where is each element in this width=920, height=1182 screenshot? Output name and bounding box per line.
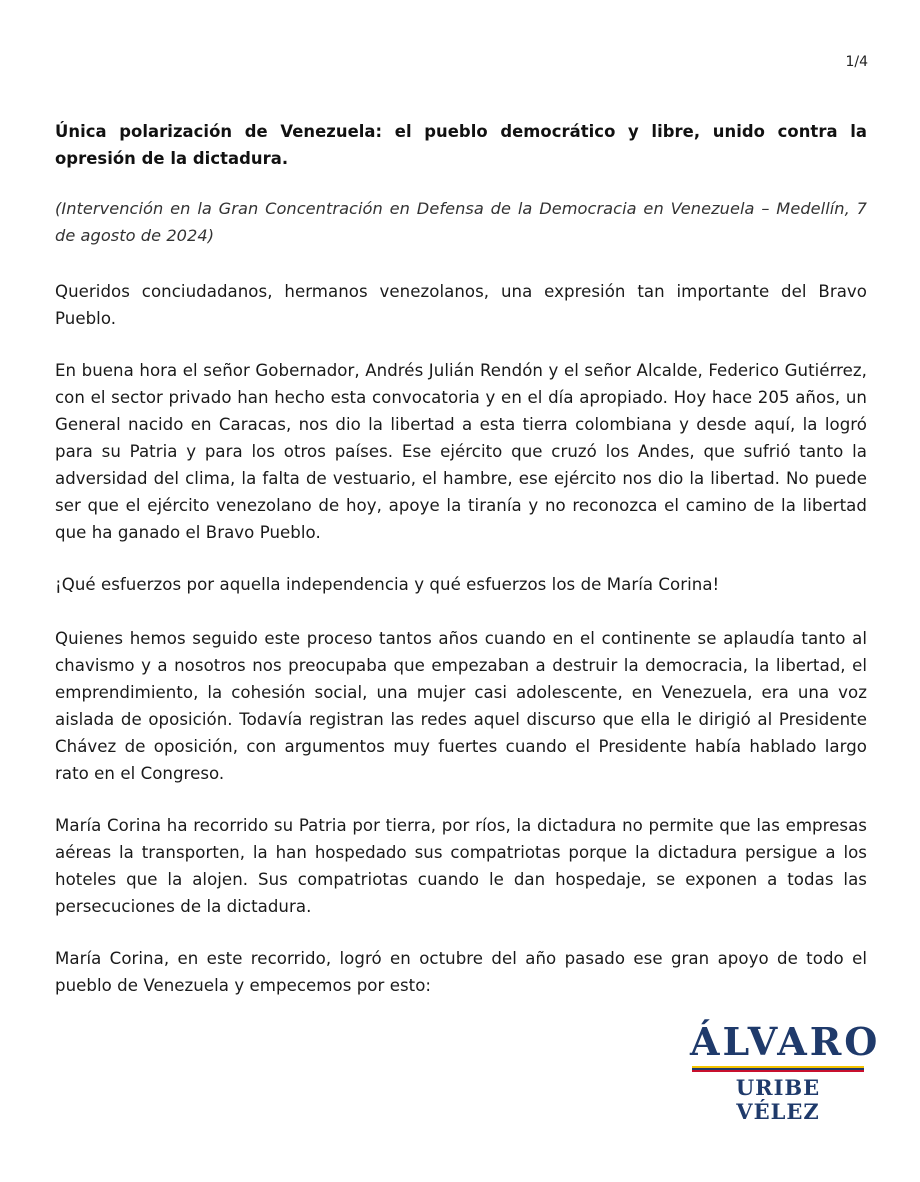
paragraph: Queridos conciudadanos, hermanos venezolanos, una expresión tan importante del Bravo Pueblo.: [55, 282, 867, 328]
logo-name: ÁLVARO: [690, 1019, 881, 1064]
document-title: Única polarización de Venezuela: el pueblo democrático y libre, unido contra la opresión de la dictadura.: [55, 122, 867, 168]
paragraph: Quienes hemos seguido este proceso tantos años cuando en el continente se aplaudía tanto al chavismo y a nosotros nos preocupaba que empezaban a destruir la democracia, la libertad, el emprendimiento, la cohesión social, una mujer casi adolescente, en Venezuela, era una voz aislada de oposición. Todavía registran las redes aquel discurso que ella le dirigió al Presidente Chávez de oposición, con argumentos muy fuertes cuando el Presidente había hablado largo rato en el Congreso.: [55, 629, 867, 783]
stripe-blue: [692, 1068, 864, 1070]
stripe-red: [692, 1070, 864, 1072]
logo-surname: URIBE VÉLEZ: [735, 1075, 821, 1124]
paragraph: En buena hora el señor Gobernador, Andrés Julián Rendón y el señor Alcalde, Federico Gutiérrez, con el sector privado han hecho esta convocatoria y en el día apropiado. Hoy hace 205 años, un General nacido en Caracas, nos dio la libertad a esta tierra colombiana y desde aquí, la logró para su Patria y para los otros países. Ese ejército que cruzó los Andes, que sufrió tanto la adversidad del clima, la falta de vestuario, el hambre, ese ejército nos dio la libertad. No puede ser que el ejército venezolano de hoy, apoye la tiranía y no reconozca el camino de la libertad que ha ganado el Bravo Pueblo.: [55, 361, 867, 542]
stripe-yellow: [692, 1066, 864, 1068]
document-body: [55, 118, 867, 1024]
flag-stripes: [692, 1066, 864, 1072]
paragraph: María Corina ha recorrido su Patria por tierra, por ríos, la dictadura no permite que las empresas aéreas la transporten, la han hospedado sus compatriotas porque la dictadura persigue a los hoteles que la alojen. Sus compatriotas cuando le dan hospedaje, se exponen a todas las persecuciones de la dictadura.: [55, 816, 867, 916]
paragraph: María Corina, en este recorrido, logró en octubre del año pasado ese gran apoyo de todo el pueblo de Venezuela y empecemos por esto:: [55, 949, 867, 995]
alvaro-uribe-logo: [690, 1019, 881, 1124]
paragraph: ¡Qué esfuerzos por aquella independencia y qué esfuerzos los de María Corina!: [55, 575, 720, 594]
document-subtitle: (Intervención en la Gran Concentración en Defensa de la Democracia en Venezuela – Medellín, 7 de agosto de 2024): [55, 199, 867, 245]
page-number: 1/4: [845, 54, 868, 70]
